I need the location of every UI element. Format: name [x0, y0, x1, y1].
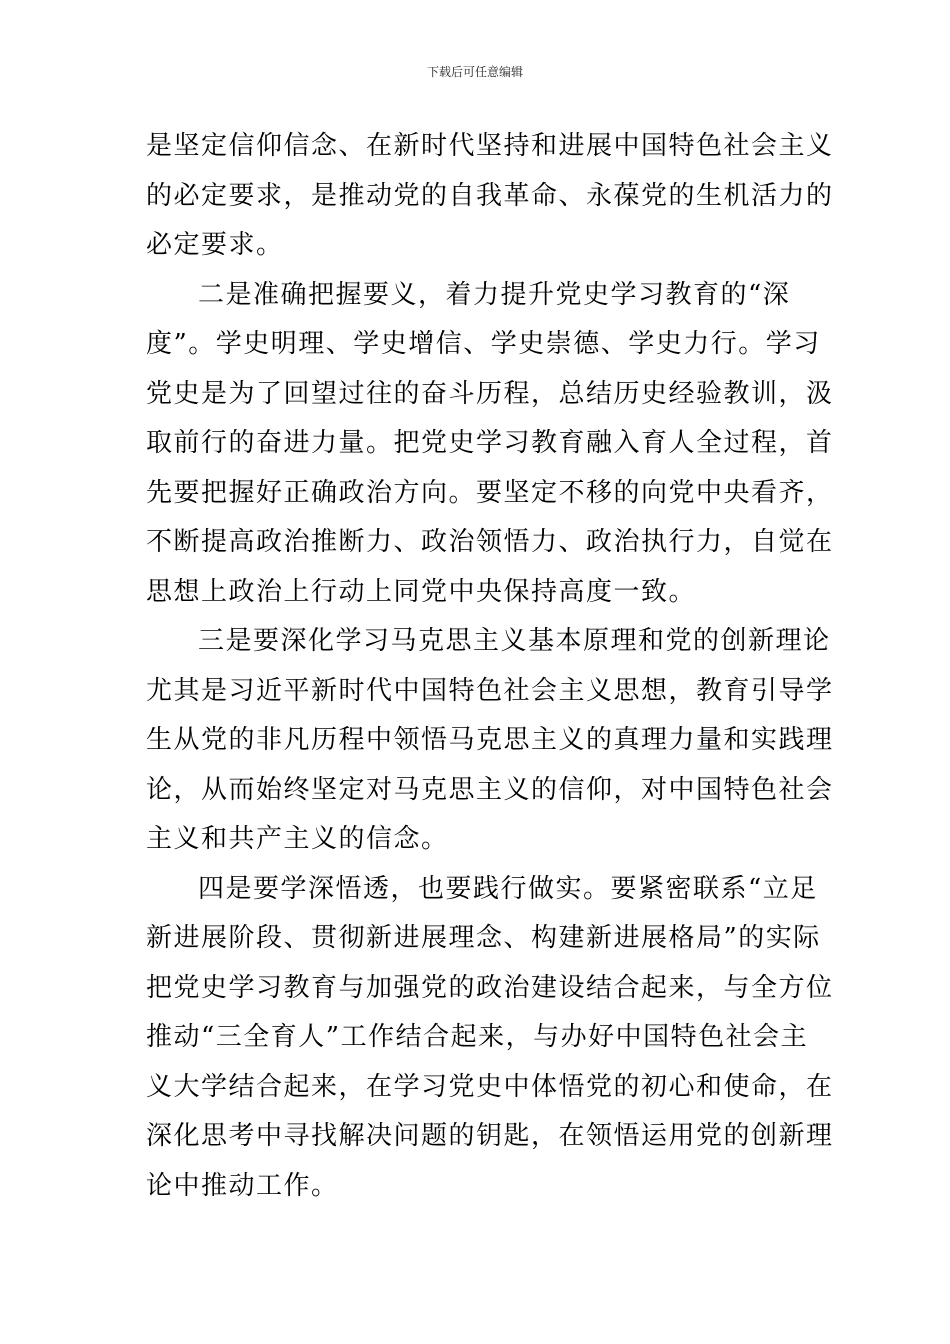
- text-line: 思想上政治上行动上同党中央保持高度一致。: [146, 576, 697, 607]
- text-line: 先要把握好正确政治方向。要坚定不移的向党中央看齐，: [146, 477, 834, 508]
- document-body: [146, 122, 834, 1211]
- text-line: 深化思考中寻找解决问题的钥匙，在领悟运用党的创新理: [146, 1121, 834, 1151]
- text-line: 论，从而始终坚定对马克思主义的信仰，对中国特色社会: [146, 774, 834, 805]
- text-line: 尤其是习近平新时代中国特色社会主义思想，教育引导学: [146, 675, 834, 706]
- text-line: 必定要求。: [146, 230, 284, 260]
- text-line: 推动“三全育人”工作结合起来，与办好中国特色社会主: [146, 1022, 809, 1052]
- text-line: 是坚定信仰信念、在新时代坚持和进展中国特色社会主义: [146, 131, 834, 161]
- text-line: 度”。学史明理、学史增信、学史崇德、学史力行。学习: [146, 329, 821, 359]
- paragraph-4: [146, 865, 834, 1212]
- text-line: 二是准确把握要义，着力提升党史学习教育的“深: [198, 279, 791, 310]
- text-line: 不断提高政治推断力、政治领悟力、政治执行力，自觉在: [146, 527, 834, 557]
- text-line: 把党史学习教育与加强党的政治建设结合起来，与全方位: [146, 972, 834, 1003]
- text-line: 取前行的奋进力量。把党史学习教育融入育人全过程，首: [146, 428, 834, 458]
- text-line: 党史是为了回望过往的奋斗历程，总结历史经验教训，汲: [146, 378, 834, 409]
- text-line: 生从党的非凡历程中领悟马克思主义的真理力量和实践理: [146, 725, 834, 755]
- paragraph-3: [146, 617, 834, 865]
- page-header: 下载后可任意编辑: [426, 65, 523, 79]
- text-line: 新进展阶段、贯彻新进展理念、构建新进展格局”的实际: [146, 923, 821, 953]
- text-line: 主义和共产主义的信念。: [146, 824, 449, 854]
- paragraph-2: [146, 271, 834, 618]
- text-line: 义大学结合起来，在学习党史中体悟党的初心和使命，在: [146, 1071, 834, 1102]
- paragraph-1: [146, 122, 834, 271]
- text-line: 四是要学深悟透，也要践行做实。要紧密联系“立足: [198, 873, 818, 904]
- text-line: 三是要深化学习马克思主义基本原理和党的创新理论: [198, 626, 831, 656]
- text-line: 论中推动工作。: [146, 1170, 339, 1201]
- text-line: 的必定要求，是推动党的自我革命、永葆党的生机活力的: [146, 180, 834, 211]
